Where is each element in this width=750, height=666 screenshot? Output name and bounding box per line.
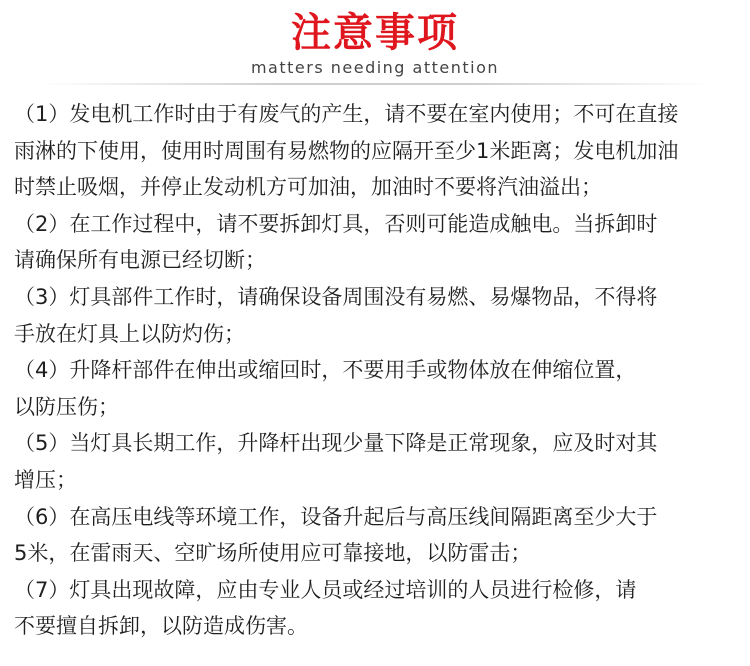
note-line: （6）在高压电线等环境工作，设备升起后与高压线间隔距离至少大于 bbox=[14, 504, 658, 529]
note-line: 5米，在雷雨天、空旷场所使用应可靠接地，以防雷击； bbox=[14, 541, 532, 566]
page-header bbox=[0, 0, 750, 92]
note-line: 不要擅自拆卸，以防造成伤害。 bbox=[14, 614, 308, 639]
note-item-3 bbox=[14, 279, 738, 352]
note-line: （7）灯具出现故障，应由专业人员或经过培训的人员进行检修，请 bbox=[14, 577, 637, 602]
note-item-5 bbox=[14, 425, 738, 498]
note-item-4 bbox=[14, 352, 738, 425]
note-item-2 bbox=[14, 206, 738, 279]
page-title: 注意事项 bbox=[291, 10, 459, 56]
note-line: （2）在工作过程中，请不要拆卸灯具，否则可能造成触电。当拆卸时 bbox=[14, 211, 658, 236]
note-line: （1）发电机工作时由于有废气的产生，请不要在室内使用；不可在直接 bbox=[14, 102, 679, 126]
note-line: （4）升降杆部件在伸出或缩回时，不要用手或物体放在伸缩位置， bbox=[14, 358, 637, 383]
note-line: 请确保所有电源已经切断； bbox=[14, 248, 266, 273]
note-line: 时禁止吸烟，并停止发动机方可加油，加油时不要将汽油溢出； bbox=[14, 175, 602, 200]
note-line: （3）灯具部件工作时，请确保设备周围没有易燃、易爆物品，不得将 bbox=[14, 284, 658, 309]
notes-list bbox=[14, 96, 738, 645]
note-line: 手放在灯具上以防灼伤； bbox=[14, 321, 245, 346]
page-subtitle: matters needing attention bbox=[250, 58, 500, 77]
note-item-7 bbox=[14, 572, 738, 645]
note-item-6 bbox=[14, 499, 738, 572]
note-line: 雨淋的下使用，使用时周围有易燃物的应隔开至少1米距离；发电机加油 bbox=[14, 138, 679, 163]
note-line: 以防压伤； bbox=[14, 394, 119, 419]
note-item-1 bbox=[14, 96, 738, 206]
header-divider bbox=[40, 83, 710, 85]
note-line: （5）当灯具长期工作，升降杆出现少量下降是正常现象，应及时对其 bbox=[14, 431, 658, 456]
note-line: 增压； bbox=[14, 467, 77, 492]
